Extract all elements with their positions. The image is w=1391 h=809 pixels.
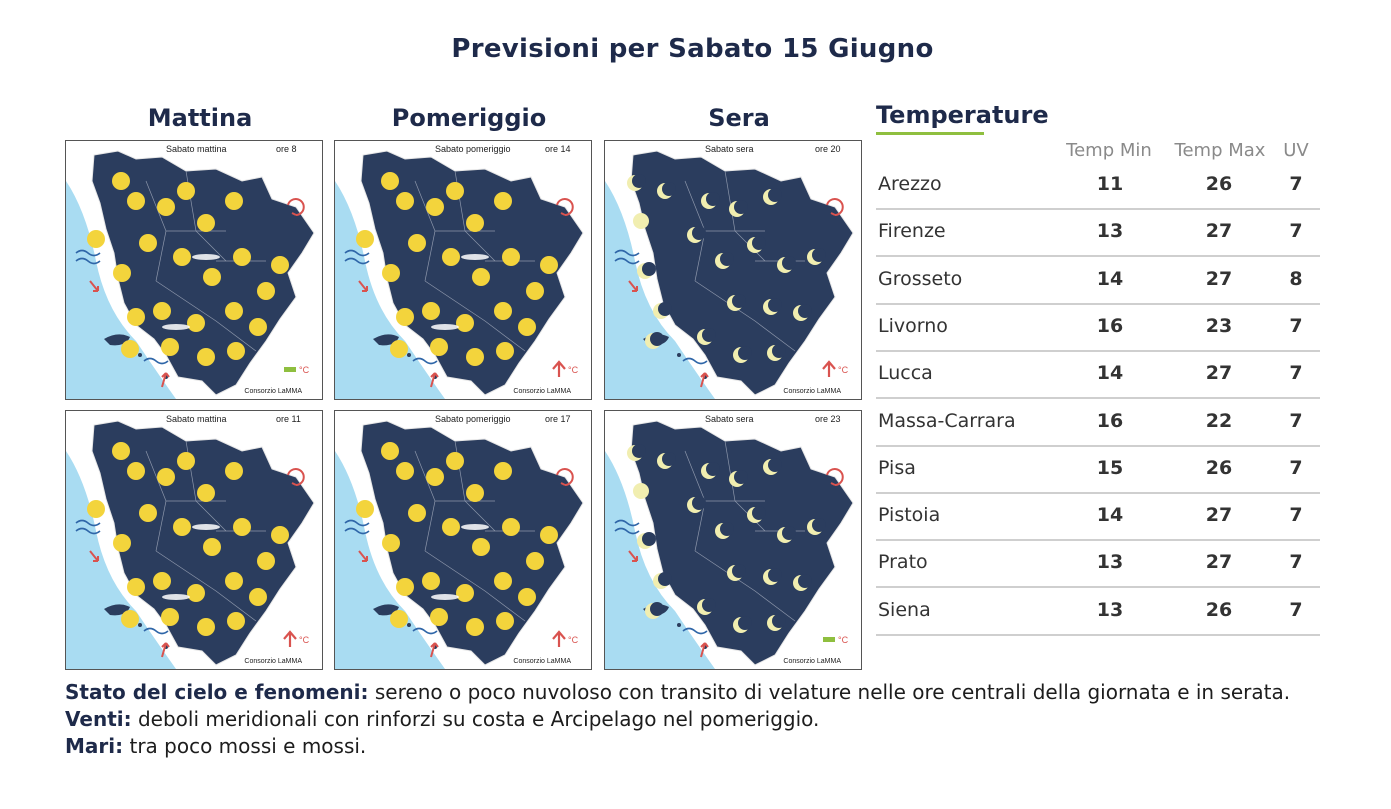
temp-min-value: 14 xyxy=(1096,504,1124,527)
table-row xyxy=(876,587,1320,636)
wind-line xyxy=(65,706,1310,733)
uv-value: 7 xyxy=(1289,220,1303,243)
forecast-summary xyxy=(65,679,1310,760)
uv-value: 7 xyxy=(1289,362,1303,385)
map-credit: Consorzio LaMMA xyxy=(783,388,841,395)
tuscany-map xyxy=(335,141,591,399)
sea-line xyxy=(65,733,1310,760)
uv-value: 7 xyxy=(1289,409,1303,432)
map-hour: ore 8 xyxy=(276,144,297,154)
temp-max-value: 26 xyxy=(1205,173,1233,195)
table-row xyxy=(876,256,1320,305)
map-label: Sabato sera xyxy=(705,144,754,154)
city-name: Prato xyxy=(878,551,928,574)
wind-label: Venti: xyxy=(65,707,132,731)
temp-min-value: 13 xyxy=(1096,598,1124,621)
column-header-afternoon: Pomeriggio xyxy=(391,104,547,132)
header-temp-max: Temp Max xyxy=(1174,140,1266,161)
uv-value: 7 xyxy=(1289,456,1303,479)
map-label: Sabato sera xyxy=(705,414,754,424)
uv-value: 8 xyxy=(1289,267,1303,290)
table-row xyxy=(876,492,1320,541)
table-row xyxy=(876,539,1320,588)
page-title: Previsioni per Sabato 15 Giugno xyxy=(451,34,934,64)
forecast-map-morning-11[interactable] xyxy=(65,410,323,670)
map-credit: Consorzio LaMMA xyxy=(513,388,571,395)
temp-max-value: 27 xyxy=(1205,220,1233,243)
header-uv: UV xyxy=(1283,140,1309,161)
city-name: Firenze xyxy=(878,220,946,243)
map-label: Sabato pomeriggio xyxy=(435,414,511,424)
sky-text: sereno o poco nuvoloso con transito di velature nelle ore centrali della giornata e in serata. xyxy=(374,680,1291,704)
city-name: Pistoia xyxy=(878,504,941,527)
city-name: Livorno xyxy=(878,314,948,337)
temp-min-value: 14 xyxy=(1096,362,1124,385)
column-header-evening: Sera xyxy=(708,104,770,132)
temp-min-value: 13 xyxy=(1096,551,1124,574)
map-hour: ore 20 xyxy=(815,144,841,154)
city-name: Arezzo xyxy=(878,173,942,195)
map-hour: ore 14 xyxy=(545,144,571,154)
temp-max-value: 22 xyxy=(1205,409,1233,432)
temp-min-value: 16 xyxy=(1096,314,1124,337)
map-label: Sabato mattina xyxy=(166,414,227,424)
map-credit: Consorzio LaMMA xyxy=(244,658,302,665)
map-credit: Consorzio LaMMA xyxy=(244,388,302,395)
temp-min-value: 15 xyxy=(1096,456,1124,479)
forecast-map-afternoon-17[interactable] xyxy=(334,410,592,670)
svg-text:°C: °C xyxy=(838,365,849,375)
sky-label: Stato del cielo e fenomeni: xyxy=(65,680,369,704)
city-name: Lucca xyxy=(878,362,933,385)
map-label: Sabato mattina xyxy=(166,144,227,154)
wind-text: deboli meridionali con rinforzi su costa e Arcipelago nel pomeriggio. xyxy=(137,707,820,731)
column-header-morning: Mattina xyxy=(147,104,253,132)
uv-value: 7 xyxy=(1289,504,1303,527)
city-name: Pisa xyxy=(878,456,916,479)
forecast-map-evening-23[interactable] xyxy=(604,410,862,670)
table-row xyxy=(876,208,1320,257)
map-credit: Consorzio LaMMA xyxy=(783,658,841,665)
tuscany-map xyxy=(605,141,861,399)
tuscany-map xyxy=(335,411,591,669)
temp-max-value: 26 xyxy=(1205,598,1233,621)
map-hour: ore 11 xyxy=(276,414,301,424)
temp-min-value: 13 xyxy=(1096,220,1124,243)
tuscany-map xyxy=(66,411,322,669)
temp-min-value: 16 xyxy=(1096,409,1124,432)
svg-text:°C: °C xyxy=(299,635,310,645)
sea-text: tra poco mossi e mossi. xyxy=(129,734,367,758)
svg-text:°C: °C xyxy=(299,365,310,375)
table-row xyxy=(876,303,1320,352)
sky-line xyxy=(65,679,1310,706)
temp-min-value: 14 xyxy=(1096,267,1124,290)
svg-text:°C: °C xyxy=(568,635,579,645)
temp-max-value: 27 xyxy=(1205,551,1233,574)
temp-max-value: 27 xyxy=(1205,362,1233,385)
table-row xyxy=(876,445,1320,494)
sea-label: Mari: xyxy=(65,734,124,758)
temp-max-value: 27 xyxy=(1205,267,1233,290)
temp-max-value: 27 xyxy=(1205,504,1233,527)
city-name: Massa-Carrara xyxy=(878,409,1016,432)
tuscany-map xyxy=(66,141,322,399)
city-name: Grosseto xyxy=(878,267,963,290)
map-hour: ore 23 xyxy=(815,414,841,424)
map-credit: Consorzio LaMMA xyxy=(513,658,571,665)
header-temp-min: Temp Min xyxy=(1066,140,1152,161)
temp-max-value: 26 xyxy=(1205,456,1233,479)
forecast-map-morning-8[interactable] xyxy=(65,140,323,400)
table-row xyxy=(876,398,1320,447)
uv-value: 7 xyxy=(1289,314,1303,337)
city-name: Siena xyxy=(878,598,931,621)
table-row xyxy=(876,161,1320,210)
temp-min-value: 11 xyxy=(1096,173,1124,195)
forecast-map-afternoon-14[interactable] xyxy=(334,140,592,400)
uv-value: 7 xyxy=(1289,598,1303,621)
table-row xyxy=(876,350,1320,399)
map-hour: ore 17 xyxy=(545,414,571,424)
temp-max-value: 23 xyxy=(1205,314,1233,337)
svg-text:°C: °C xyxy=(838,635,849,645)
uv-value: 7 xyxy=(1289,551,1303,574)
forecast-map-evening-20[interactable] xyxy=(604,140,862,400)
uv-value: 7 xyxy=(1289,173,1303,195)
tuscany-map xyxy=(605,411,861,669)
map-label: Sabato pomeriggio xyxy=(435,144,511,154)
svg-text:°C: °C xyxy=(568,365,579,375)
title-underline xyxy=(876,132,984,135)
temperature-title: Temperature xyxy=(876,101,1049,129)
